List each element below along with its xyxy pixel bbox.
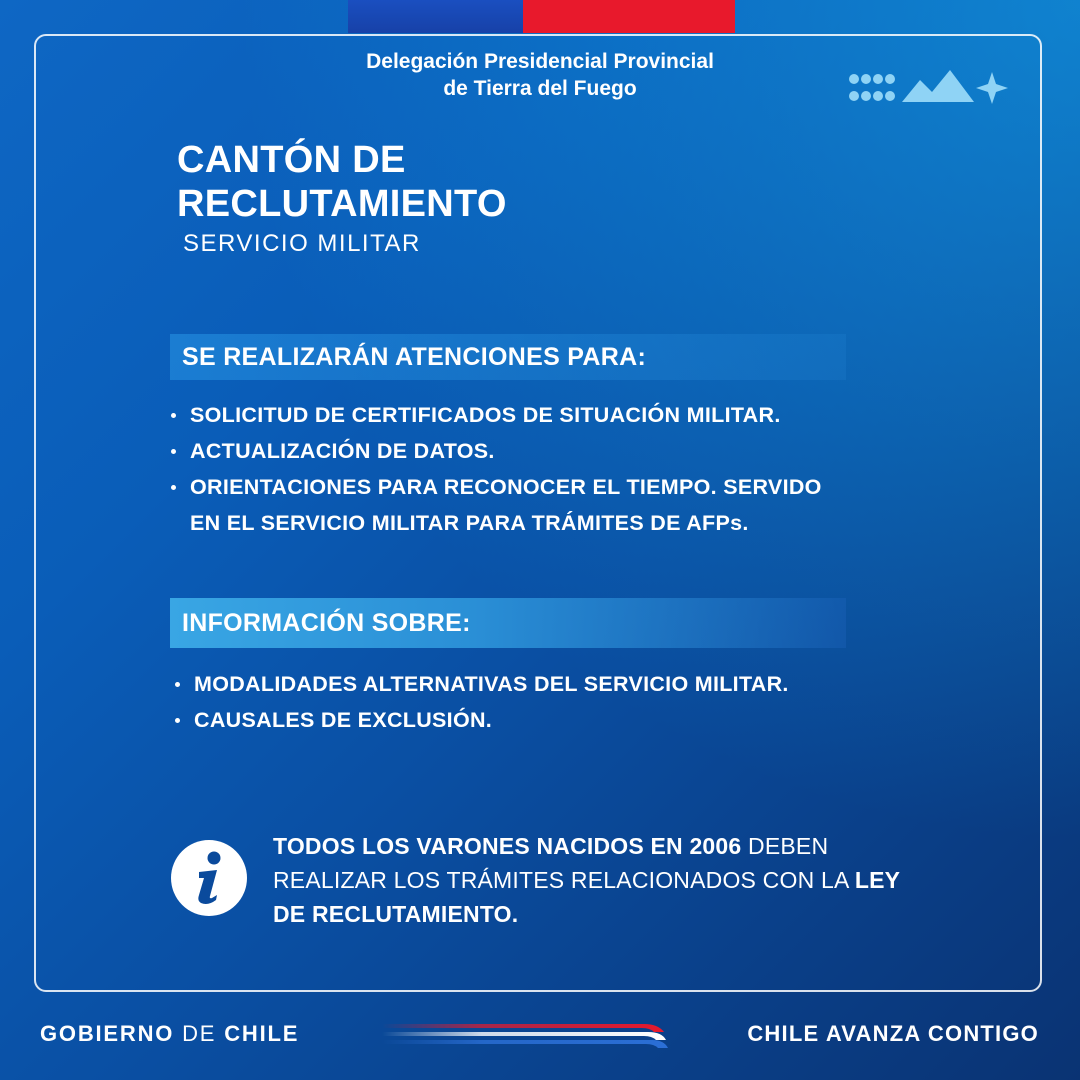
footer-slogan: CHILE AVANZA CONTIGO	[747, 1021, 1039, 1046]
informacion-list	[172, 666, 872, 738]
flag-strip	[348, 0, 735, 33]
info-glyph-icon	[189, 850, 229, 906]
info-icon	[171, 840, 247, 916]
list-item-text: MODALIDADES ALTERNATIVAS DEL SERVICIO MILITAR.	[194, 672, 789, 696]
list-item	[168, 433, 868, 469]
delegacion-line-2: de Tierra del Fuego	[443, 77, 637, 100]
government-brand-mark-icon	[846, 68, 1010, 108]
section-heading-atenciones	[170, 334, 846, 380]
delegacion-line-1: Delegación Presidencial Provincial	[366, 50, 714, 73]
notice-bold-end: LEY DE RECLUTAMIENTO.	[273, 867, 900, 927]
title-line-2: RECLUTAMIENTO	[177, 183, 507, 225]
title-line-1: CANTÓN DE	[177, 139, 406, 181]
flag-red-stripe	[523, 0, 735, 33]
section-heading-informacion	[170, 598, 846, 648]
section-heading-informacion-label: INFORMACIÓN SOBRE:	[182, 608, 471, 637]
list-item	[172, 666, 872, 702]
list-item-text: CAUSALES DE EXCLUSIÓN.	[194, 708, 493, 732]
footer-gobierno-de-chile	[40, 1021, 299, 1047]
notice-middle: DEBEN REALIZAR LOS TRÁMITES RELACIONADOS CON LA	[273, 833, 855, 893]
notice-bold-start: TODOS LOS VARONES NACIDOS EN 2006	[273, 833, 742, 859]
delegacion-heading	[300, 48, 780, 102]
page-subtitle: SERVICIO MILITAR	[183, 230, 421, 257]
footer-gobierno: GOBIERNO	[40, 1021, 175, 1046]
list-item-text: ACTUALIZACIÓN DE DATOS.	[190, 439, 495, 463]
list-item-text: ORIENTACIONES PARA RECONOCER EL TIEMPO. SERVIDO EN EL SERVICIO MILITAR PARA TRÁMITES DE AFPs.	[190, 475, 822, 535]
notice-text	[273, 829, 933, 931]
list-item	[168, 397, 868, 433]
list-item-text: SOLICITUD DE CERTIFICADOS DE SITUACIÓN MILITAR.	[190, 403, 781, 427]
footer-chile: CHILE	[224, 1021, 300, 1046]
footer-de: DE	[182, 1021, 217, 1046]
section-heading-atenciones-label: SE REALIZARÁN ATENCIONES PARA:	[182, 342, 647, 371]
list-item	[172, 702, 872, 738]
flag-swoosh-icon	[382, 1018, 670, 1054]
atenciones-list	[168, 397, 868, 541]
page-title	[177, 138, 507, 226]
flag-blue-stripe	[348, 0, 523, 33]
list-item	[168, 469, 850, 541]
